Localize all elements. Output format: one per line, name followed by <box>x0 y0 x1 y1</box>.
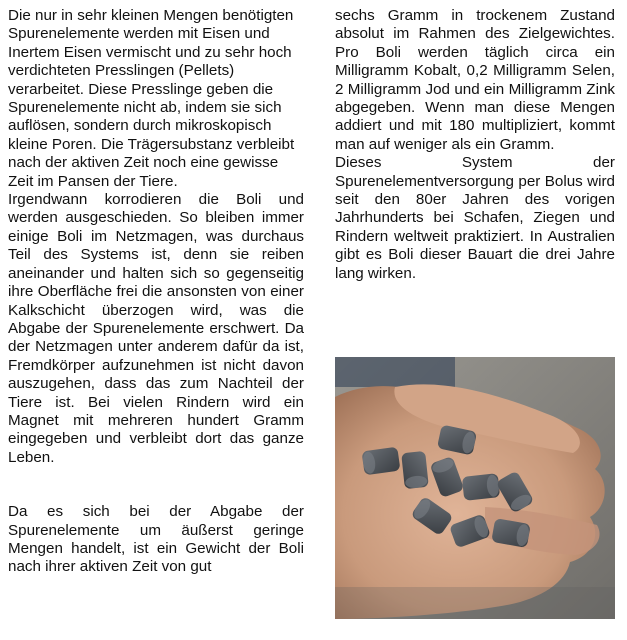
bolus <box>462 473 500 501</box>
left-text-column <box>8 7 304 577</box>
paragraph-corrosion: Irgendwann korrodieren die Boli und werden ausgeschieden. So bleiben immer einige Boli im Netzmagen, was durchaus Teil des Systems ist, denn sie reiben aneinander und halten sich so gegenseitig ihre Oberfläche frei die ansonsten von einer Kalkschicht überzogen wird, was die Abgabe der Spurenelemente erschwert. Da der Netzmagen unter anderem dafür da ist, Fremdkörper aufzunehmen ist nicht davon auszugehen, dass das zum Nachteil der Tiere ist. Bei vielen Rindern wird ein Magnet mit mehreren hundert Gramm eingegeben und verbleibt dort das ganze Leben. <box>8 191 304 466</box>
paragraph-pellet-production: Die nur in sehr kleinen Mengen benötigten Spurenelemente werden mit Eisen und Inertem Eisen vermischt und zu sehr hoch verdichteten Presslingen (Pellets) verarbeitet. Diese Presslinge geben die Spurenelemente nicht ab, indem sie sich auflösen, sondern durch mikroskopisch kleine Poren. Die Trägersubstanz verbleibt nach der aktiven Zeit noch eine gewisse Zeit im Pansen der Tiere. <box>8 7 295 190</box>
hand-holding-boli-image <box>335 357 615 619</box>
paragraph-weight-continued: sechs Gramm in trockenem Zustand absolut im Rahmen des Zielgewichtes. Pro Boli werden täglich circa ein Milligramm Kobalt, 0,2 Milligramm Selen, 2 Milligramm Jod und ein Milligramm Zink abgegeben. Wenn man diese Mengen addiert und mit 180 multipliziert, kommt man auf weniger als ein Gramm. <box>335 7 615 153</box>
paragraph-weight-start: Da es sich bei der Abgabe der Spurenelemente um äußerst geringe Mengen handelt, ist ein Gewicht der Boli nach ihrer aktiven Zeit von gut <box>8 503 304 576</box>
paragraph-spacer <box>8 467 304 503</box>
boli-photo <box>335 357 615 619</box>
right-text-column <box>335 7 615 283</box>
photo-shadow <box>335 587 615 619</box>
jacket-sleeve <box>335 357 455 387</box>
bolus <box>401 451 429 489</box>
bolus <box>362 447 401 476</box>
paragraph-system-history: Dieses System der Spurenelementversorgung per Bolus wird seit den 80er Jahren des vorigen Jahrhunderts bei Schafen, Ziegen und Rindern weltweit praktiziert. In Australien gibt es Boli dieser Bauart die drei Jahre lang wirken. <box>335 154 615 282</box>
